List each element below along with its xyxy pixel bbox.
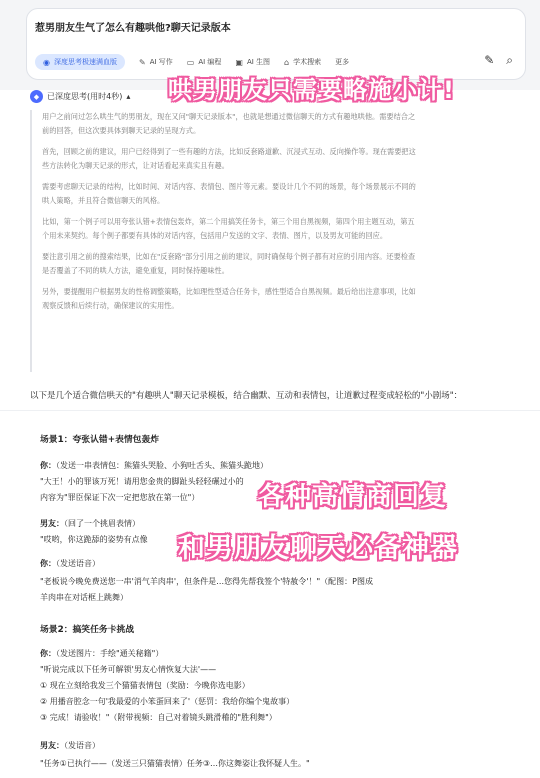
scene1-bf1-line2: "哎哟，你这跪舔的姿势有点像 — [40, 535, 148, 544]
deepseek-logo-icon: ◆ — [30, 90, 43, 103]
ai-code-label: AI 编程 — [198, 58, 222, 66]
thinking-content — [30, 110, 420, 372]
overlay-caption-top: 哄男朋友只需要略施小计! — [168, 76, 455, 104]
search-icon[interactable]: ⌕ — [506, 53, 513, 67]
scene1-title: 场景1：夸张认错+表情包轰炸 — [40, 435, 160, 445]
thinking-paragraph: 要注意引用之前的搜索结果，比如在"反套路"部分引用之前的建议，同时确保每个例子都有对应的引用内容。还要检查是否覆盖了不同的哄人方法，避免重复，同时保持趣味性。 — [42, 252, 416, 275]
tool-row — [35, 53, 363, 71]
code-icon: ▭ — [186, 57, 195, 67]
overlay-caption-middle-1: 各种高情商回复 — [258, 482, 448, 512]
thinking-paragraph: 需要考虑聊天记录的结构，比如时间、对话内容、表情包、图片等元素。要设计几个不同的场景，每个场景展示不同的哄人策略，并且符合微信聊天的风格。 — [42, 182, 416, 205]
academic-search-label: 学术搜索 — [293, 58, 322, 66]
thinking-paragraph: 用户之前问过怎么哄生气的男朋友，现在又问"聊天记录版本"，也就是想通过微信聊天的方式有趣地哄他。需要结合之前的回答，但这次要具体到聊天记录的呈现方式。 — [42, 112, 416, 135]
ai-image-button[interactable] — [235, 57, 270, 67]
deep-think-icon: ◉ — [43, 57, 50, 67]
thinking-paragraph: 首先，回顾之前的建议，用户已经得到了一些有趣的方法，比如反套路道歉、沉浸式互动、反向操作等。现在需要把这些方法转化为聊天记录的形式，让对话看起来真实且有趣。 — [42, 147, 416, 170]
search-query[interactable]: 惹男朋友生气了怎么有趣哄他?聊天记录版本 — [35, 23, 231, 34]
ai-image-label: AI 生图 — [246, 58, 271, 66]
thinking-paragraph: 另外，要提醒用户根据男友的性格调整策略，比如理性型适合任务卡，感性型适合自黑视频。最后给出注意事项，比如观察反馈和后续行动，确保建议的实用性。 — [42, 287, 416, 310]
scene2-bf1-line2: "任务①已执行——（发送三只猫猫表情）任务③…你这舞姿让我怀疑人生。" — [40, 759, 310, 768]
scene2-you1-line5: ③ 完成！请验收！"（附带视频：自己对着镜头跳滑稽的"胜利舞"） — [40, 713, 277, 722]
more-label: 更多 — [335, 58, 350, 66]
scene2-title: 场景2：搞笑任务卡挑战 — [40, 625, 135, 635]
scene1-you1-line2: "大王！小的罪该万死！请用您金贵的脚趾头轻轻碾过小的 — [40, 477, 244, 486]
more-button[interactable] — [335, 57, 349, 67]
chevron-up-icon: ▴ — [126, 92, 131, 101]
deep-think-label: 深度思考极速满血版 — [53, 58, 117, 66]
divider — [0, 410, 540, 411]
ai-write-button[interactable] — [139, 57, 173, 67]
answer-intro: 以下是几个适合微信哄天的"有趣哄人"聊天记录模板，结合幽默、互动和表情包，让道歉过程变成轻松的"小剧场"： — [30, 391, 463, 401]
search-actions — [484, 53, 513, 68]
pen-icon: ✎ — [138, 57, 146, 67]
overlay-caption-middle-2: 和男朋友聊天必备神器 — [178, 533, 458, 564]
scene2-you1-line3: ① 现在立刻给我发三个猫猫表情包（奖励：今晚你选电影） — [40, 681, 250, 690]
ai-code-button[interactable] — [187, 57, 222, 67]
scene2-you1-line2: "听说完成以下任务可解锁'男友心情恢复大法'—— — [40, 665, 217, 674]
scene1-you2-line3: 羊肉串在对话框上跳舞） — [40, 593, 128, 602]
thinking-status-label: 已深度思考(用时4秒) — [47, 92, 123, 101]
scene2-you1-line4: ② 用播音腔念一句'我最爱的小笨蛋回来了'（惩罚：我给你编个鬼故事） — [40, 697, 295, 706]
image-icon: ▣ — [235, 57, 243, 67]
graduation-cap-icon: ⌂ — [284, 57, 290, 67]
deep-think-toggle[interactable] — [35, 54, 125, 70]
thinking-status[interactable] — [30, 90, 130, 103]
scene1-you2-line2: "老板说今晚免费送您一串'消气羊肉串'，但条件是…您得先帮我签个'特赦令'！"（配图：P图成 — [40, 577, 373, 586]
edit-icon[interactable]: ✎ — [484, 53, 495, 67]
thinking-paragraph: 比如，第一个例子可以用夸张认错+表情包轰炸，第二个用搞笑任务卡，第三个用自黑视频，第四个用主题互动，第五个用未来契约。每个例子都要有具体的对话内容，包括用户发送的文字、表情、图片，以及男友可能的回应。 — [42, 217, 415, 240]
scene1-bf1: 男友：（回了一个挑眉表情） — [40, 519, 140, 528]
scene1-you2: 你：（发送语音） — [40, 559, 100, 568]
scene1-you1: 你：（发送一串表情包：熊猫头哭脸、小狗吐舌头、熊猫头跪地） — [40, 461, 268, 470]
academic-search-button[interactable] — [284, 57, 321, 67]
scene2-bf1: 男友：（发语音） — [40, 741, 100, 750]
ai-write-label: AI 写作 — [149, 58, 173, 66]
scene2-you1: 你：（发送图片：手绘"通关秘籍"） — [40, 649, 164, 658]
scene1-you1-line3: 内容为"罪臣保证下次一定把您放在第一位"） — [40, 493, 200, 502]
